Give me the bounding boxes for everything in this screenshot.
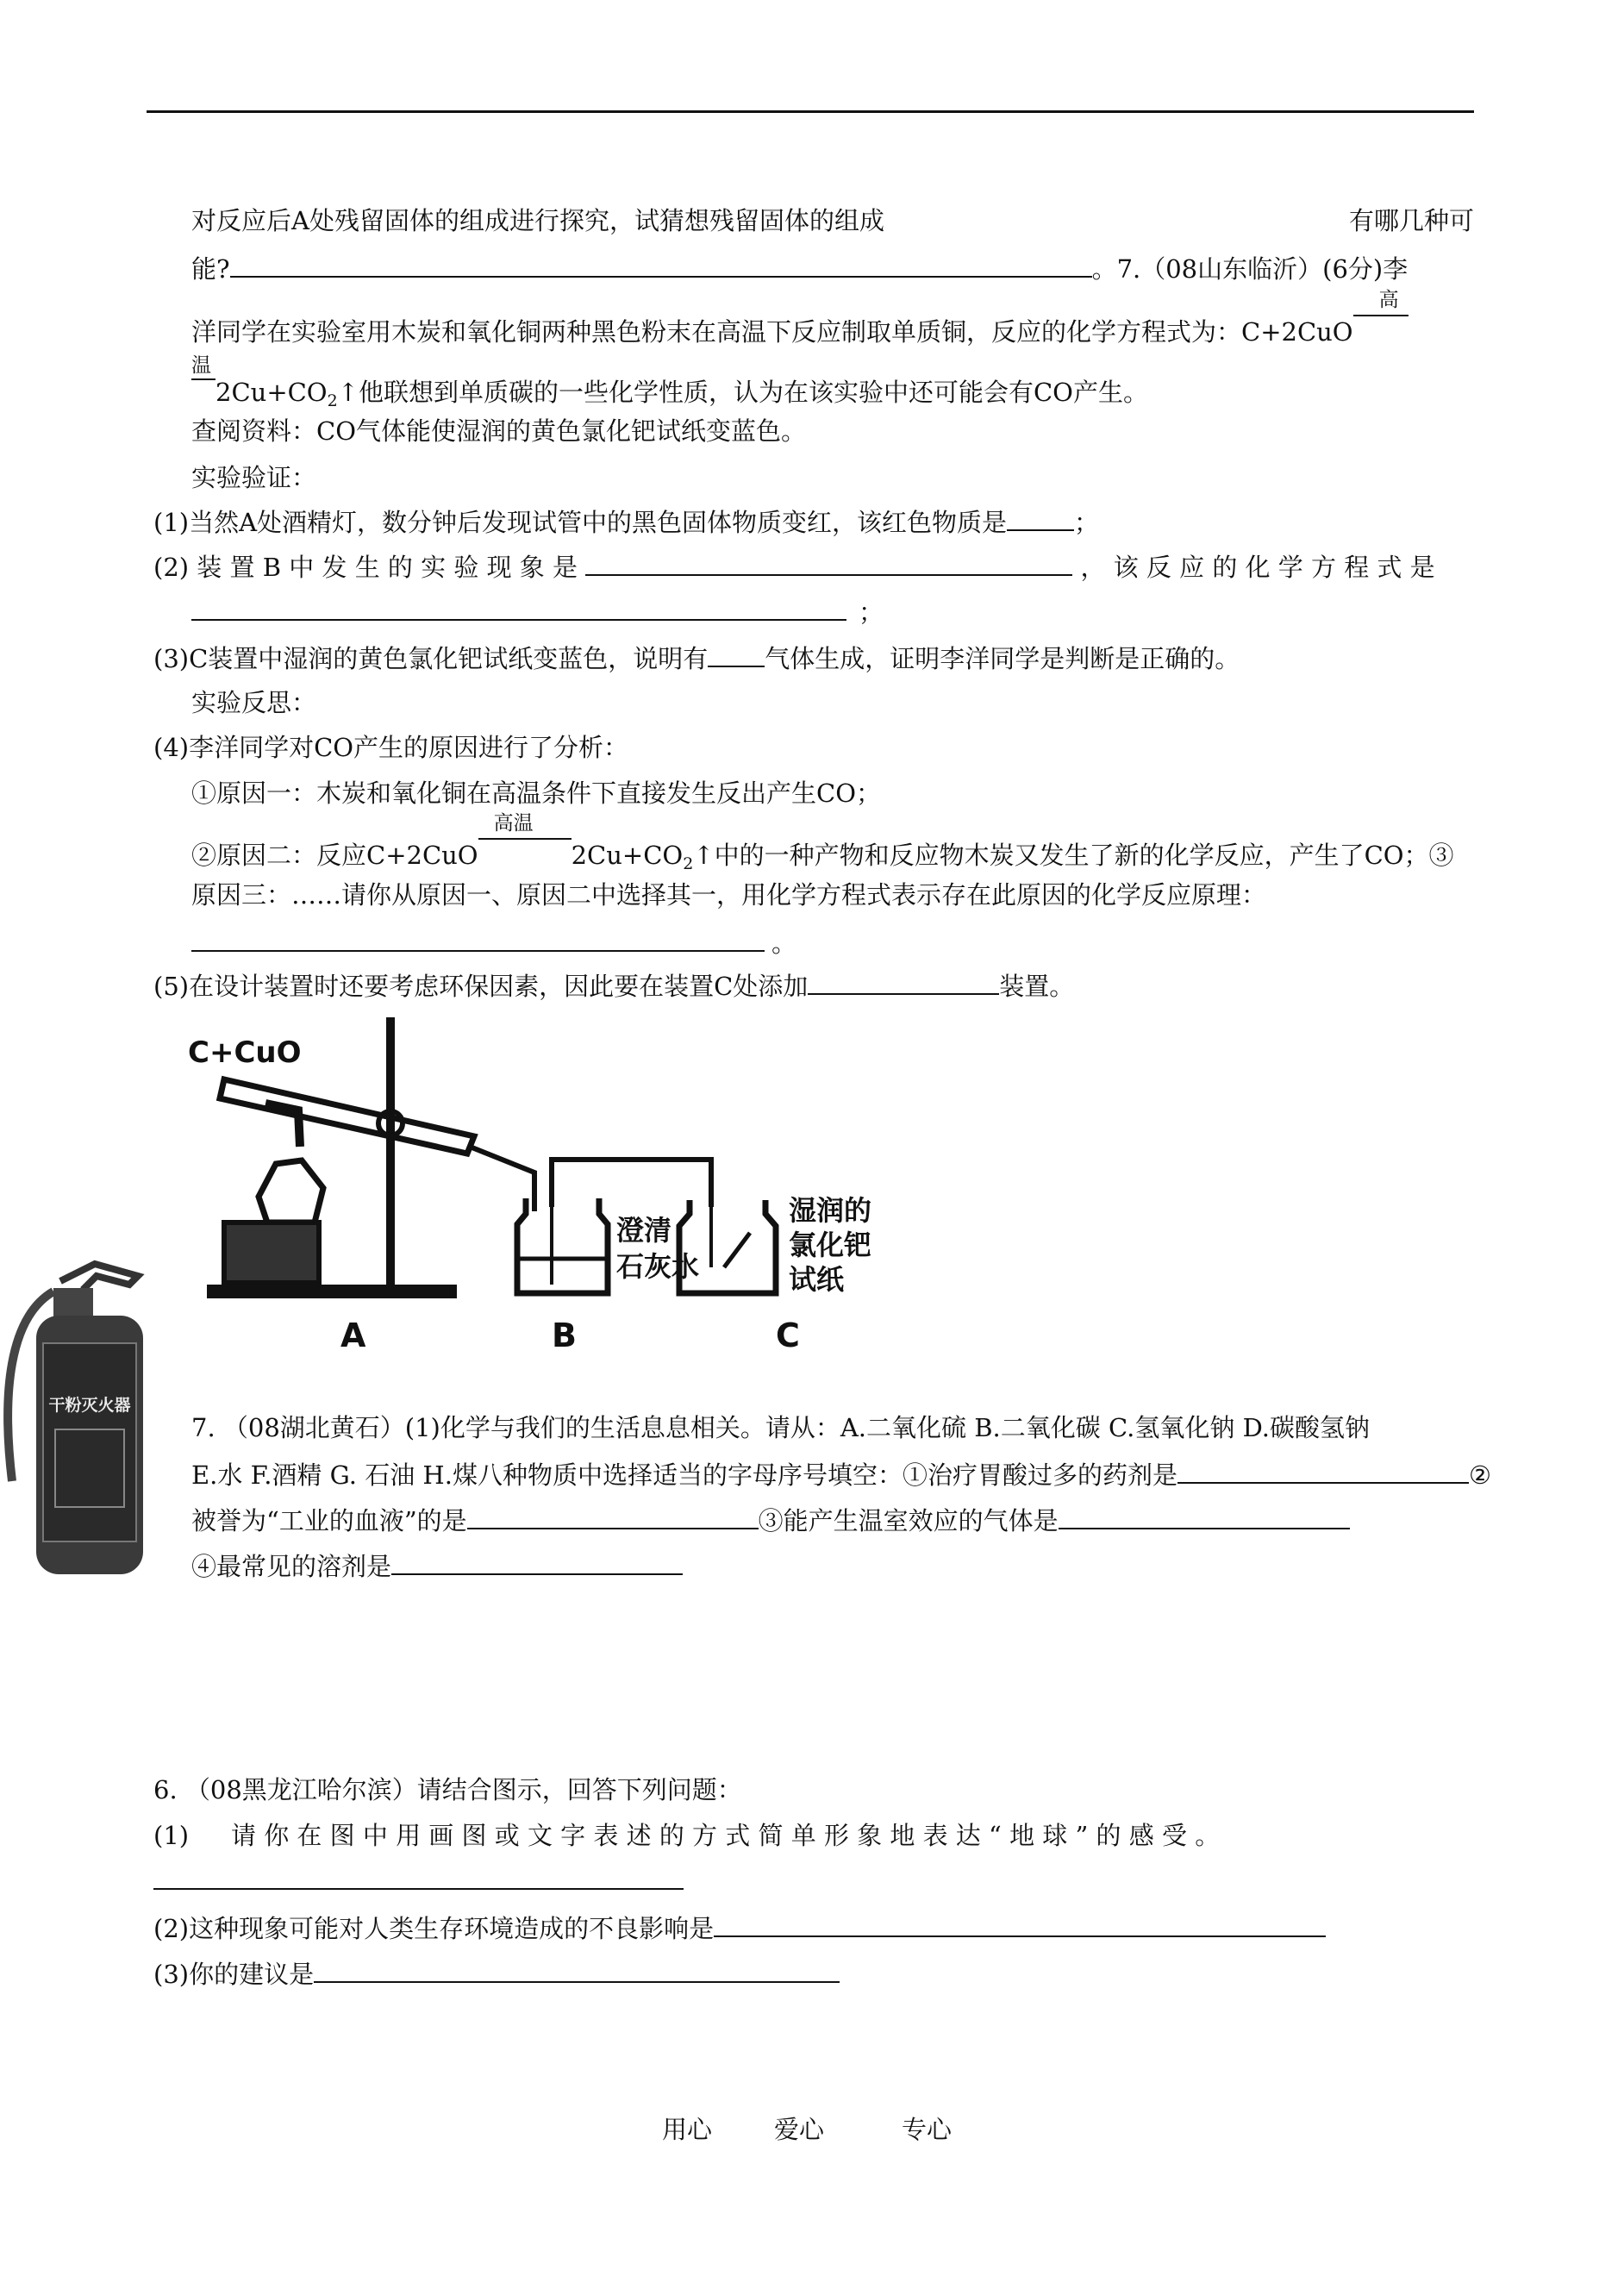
bottle-b-label-line1: 澄清: [616, 1214, 672, 1247]
q7-q4: (4)李洋同学对CO产生的原因进行了分析：: [153, 733, 629, 762]
answer-blank[interactable]: [153, 1862, 684, 1890]
q7-verify-heading: 实验验证：: [191, 463, 317, 492]
answer-blank[interactable]: [230, 250, 1092, 278]
fire-extinguisher-image: [0, 1257, 164, 1585]
q7-q4-reason3: 原因三：……请你从原因一、原因二中选择其一，用化学方程式表示存在此原因的化学反应原理：: [191, 880, 1267, 910]
q7-reflect-heading: 实验反思：: [191, 688, 317, 717]
q6-q1-answer: [153, 1862, 684, 1898]
figure-label-b: B: [552, 1316, 577, 1354]
figure-label-reactants: C+CuO: [188, 1035, 302, 1070]
answer-blank[interactable]: [1177, 1456, 1469, 1484]
alcohol-lamp: [224, 1223, 319, 1283]
q7-intro-line2: 能? 。7.（08山东临沂）(6分)李: [191, 250, 1408, 286]
q7-q1: (1)当然A处酒精灯，数分钟后发现试管中的黑色固体物质变红，该红色物质是 ；: [153, 503, 1099, 540]
delivery-tube-bc: [552, 1160, 711, 1207]
palladium-paper: [724, 1233, 750, 1267]
reaction-condition-bottom: 温: [191, 366, 215, 401]
answer-blank[interactable]: [708, 640, 765, 667]
answer-blank[interactable]: [391, 1548, 683, 1575]
stand-base: [207, 1285, 457, 1298]
q7b-line2: E.水 F.酒精 G. 石油 H.煤八种物质中选择适当的字母序号填空：①治疗胃酸过多的药剂是 ②: [191, 1456, 1491, 1492]
q6-q1: (1) 请 你 在 图 中 用 画 图 或 文 字 表 述 的 方 式 简 单 形 象 地 表 达 “ 地 球 ” 的 感 受 。: [153, 1821, 1221, 1850]
q6-title: 6. （08黑龙江哈尔滨）请结合图示，回答下列问题：: [153, 1775, 742, 1804]
answer-blank[interactable]: [714, 1910, 1326, 1937]
q7-intro-line1: [191, 203, 1474, 238]
test-tube: [220, 1079, 474, 1154]
q7-q2: (2) 装 置 B 中 发 生 的 实 验 现 象 是 ， 该 反 应 的 化 学 方 程 式 是: [153, 548, 1435, 585]
q7b-line4: ④最常见的溶剂是: [191, 1548, 683, 1584]
bottle-c-label-line3: 试纸: [789, 1263, 845, 1296]
q7-q2-line2: ；: [191, 593, 884, 629]
answer-blank[interactable]: [585, 548, 1072, 576]
q7b-line1: 7. （08湖北黄石）(1)化学与我们的生活息息相关。请从：A.二氧化硫 B.二氧化碳 C.氢氧化钠 D.碳酸氢钠: [191, 1413, 1371, 1442]
q7-q4-answer: 。: [191, 924, 796, 960]
q7-intro-part1: 对反应后A处残留固体的组成进行探究，试猜想残留固体的组成: [191, 206, 884, 235]
answer-blank[interactable]: [808, 967, 999, 995]
figure-label-c: C: [776, 1316, 800, 1354]
answer-blank[interactable]: [467, 1502, 759, 1529]
answer-blank[interactable]: [1059, 1502, 1350, 1529]
q7-equation-line2: 温 $2Cu+CO_2↑$他联想到单质碳的一些化学性质，认为在该实验中还可能会有CO产生。: [191, 354, 1148, 410]
footer-text-2: 爱心: [774, 2115, 825, 2144]
q7-q5: (5)在设计装置时还要考虑环保因素，因此要在装置C处添加 装置。: [153, 967, 1074, 1004]
alcohol-lamp-flame: [259, 1160, 323, 1223]
bottle-b-label-line2: 石灰水: [616, 1250, 700, 1283]
stand-rod: [386, 1017, 395, 1289]
q7-q3: (3)C装置中湿润的黄色氯化钯试纸变蓝色，说明有 气体生成，证明李洋同学是判断是正确的。: [153, 640, 1240, 676]
q7-intro-part2: 有哪几种可: [1348, 206, 1474, 235]
figure-label-a: A: [340, 1316, 366, 1354]
q7-q4-reason1: ①原因一：木炭和氧化铜在高温条件下直接发生反出产生CO；: [191, 779, 881, 808]
answer-blank[interactable]: [314, 1955, 840, 1983]
footer-text-1: 用心: [662, 2115, 713, 2144]
footer-text-3: 专心: [902, 2115, 953, 2144]
bottle-c-label-line2: 氯化钯: [789, 1229, 872, 1261]
answer-blank[interactable]: [191, 924, 765, 952]
answer-blank[interactable]: [1007, 503, 1074, 531]
header-rule: [147, 110, 1474, 113]
bottle-b: [517, 1198, 608, 1293]
extinguisher-label: 干粉灭火器: [48, 1396, 131, 1415]
reaction-condition: 高温: [478, 829, 572, 864]
answer-blank[interactable]: [191, 593, 846, 621]
q7-resource: 查阅资料：CO气体能使湿润的黄色氯化钯试纸变蓝色。: [191, 416, 806, 446]
q7-q4-reason2: ②原因二：反应C+2CuO 高温 $2Cu+CO_2↑$中的一种产物和反应物木炭又发生了新的化学反应，产生了CO；③: [191, 812, 1454, 873]
apparatus-figure: [172, 1009, 1000, 1371]
q7-equation-line: 洋同学在实验室用木炭和氧化铜两种黑色粉末在高温下反应制取单质铜，反应的化学方程式为：C+2CuO 高: [191, 306, 1409, 349]
q6-q2: (2)这种现象可能对人类生存环境造成的不良影响是: [153, 1910, 1326, 1946]
bottle-c-label-line1: 湿润的: [789, 1194, 872, 1227]
reaction-condition: 高: [1353, 306, 1409, 341]
q6-q3: (3)你的建议是: [153, 1955, 840, 1992]
q7b-line3: 被誉为“工业的血液”的是 ③能产生温室效应的气体是: [191, 1502, 1350, 1538]
